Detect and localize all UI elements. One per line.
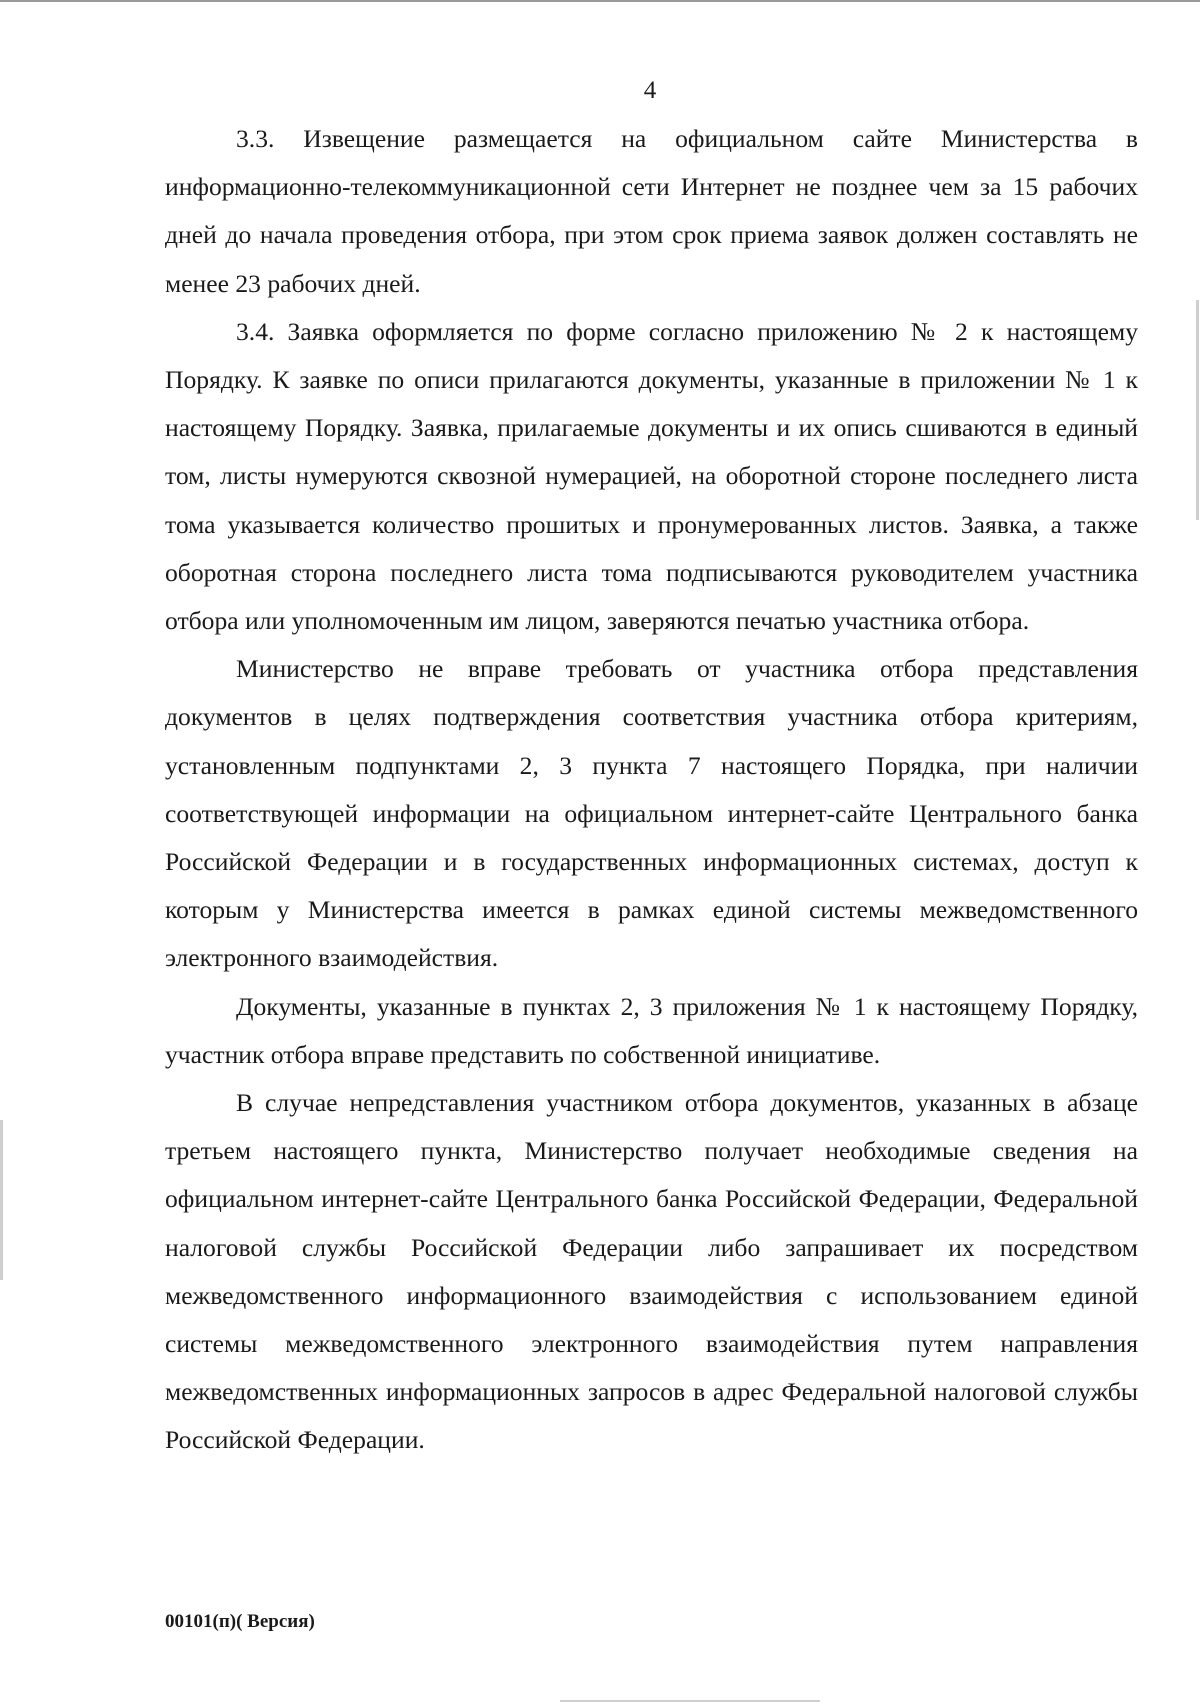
document-body xyxy=(165,115,1138,1465)
scan-edge-line xyxy=(0,0,1200,2)
footer-code: 00101(п)( Версия) xyxy=(165,1611,315,1632)
scan-edge-mark xyxy=(1196,300,1199,520)
paragraph-3-4: 3.4. Заявка оформляется по форме согласно приложению № 2 к настоящему Порядку. К заявке по описи прилагаются документы, указанные в приложении № 1 к настоящему Порядку. Заявка, прилагаемые документы и их опись сшиваются в единый том, листы нумеруются сквозной нумерацией, на оборотной стороне последнего листа тома указывается количество прошитых и пронумерованных листов. Заявка, а также оборотная сторона последнего листа тома подписываются руководителем участника отбора или уполномоченным им лицом, заверяются печатью участника отбора. xyxy=(165,316,1138,636)
paragraph-ministry-restriction: Министерство не вправе требовать от участника отбора представления документов в целях подтверждения соответствия участника отбора критериям, установленным подпунктами 2, 3 пункта 7 настоящего Порядка, при наличии соответствующей информации на официальном интернет-сайте Центрального банка Российской Федерации и в государственных информационных системах, доступ к которым у Министерства имеется в рамках единой системы межведомственного электронного взаимодействия. xyxy=(165,654,1138,973)
paragraph-documents-initiative: Документы, указанные в пунктах 2, 3 приложения № 1 к настоящему Порядку, участник отбора вправе представить по собственной инициативе. xyxy=(165,991,1138,1069)
scan-edge-mark xyxy=(560,1700,820,1702)
page-number: 4 xyxy=(643,77,657,104)
paragraph-non-submission: В случае непредставления участником отбора документов, указанных в абзаце третьем настоящего пункта, Министерство получает необходимые сведения на официальном интернет-сайте Центрального банка Российской Федерации, Федеральной налоговой службы Российской Федерации либо запрашивает их посредством межведомственного информационного взаимодействия с использованием единой системы межведомственного электронного взаимодействия путем направления межведомственных информационных запросов в адрес Федеральной налоговой службы Российской Федерации. xyxy=(165,1088,1138,1455)
paragraph-3-3: 3.3. Извещение размещается на официальном сайте Министерства в информационно-телекоммуникационной сети Интернет не позднее чем за 15 рабочих дней до начала проведения отбора, при этом срок приема заявок должен составлять не менее 23 рабочих дней. xyxy=(165,124,1138,298)
scan-edge-mark xyxy=(0,1120,3,1280)
